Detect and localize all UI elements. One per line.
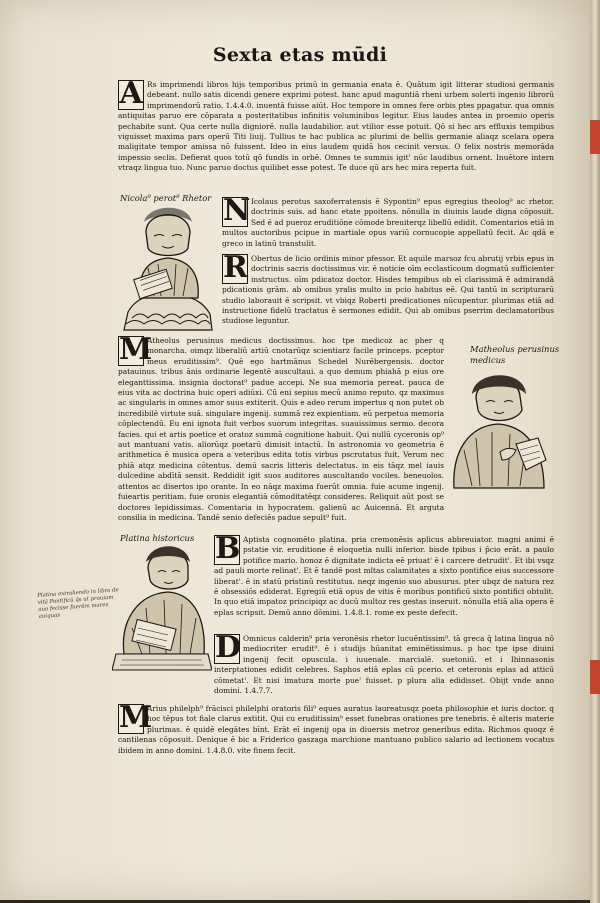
handwritten-marginal-note: Platina extrahendo in libro de vitā Pontificū q̄s ut prouiam auo fecisse fuerām mares auiquas	[37, 587, 119, 620]
woodcut-nicolaus-portrait	[118, 202, 218, 332]
adjacent-page-edge	[590, 0, 600, 903]
initial-letter: B	[215, 535, 241, 566]
text-block-printing	[118, 80, 554, 192]
caption-nicolaus: Nicola⁹ perot⁹ Rhetor	[120, 193, 212, 203]
paragraph-text: Obertus de licio ordinis minor pfessor. Et aquile marsoz fcu abrutij vrbis epus in doctrinis sacris doctissimus vir. ē noticie oīm ecclastīcoum dogmatū sufficienter instructus. oīm pdicatoz doctor. Hisdes tempibus ob eī clarissimā ē admirandā pdicationis grām. ab omibus yralis multo in pcio habitus eē. Qui tantū in scripturarū studio laborauit ē scripsit. vt vbiqz Roberti predicationes nūcupentur. plurimas etiā ad instructione fidelū tractatus ē sermones edidit. Qui ab omibus pserrim declamatoribus studiose leguntur.	[222, 254, 554, 326]
text-block-philelphus	[118, 704, 554, 784]
text-block-dominicus	[214, 634, 554, 704]
initial-letter: N	[223, 197, 251, 228]
text-block-platina	[214, 535, 554, 632]
header-title: Sexta etas mūdi	[212, 44, 388, 66]
initial-letter: M	[119, 704, 153, 735]
paragraph-text: Aptista cognomēto platina. pria cremonēsis aplicus abbreuiator. magni animi ē pstatie vir. eruditione ē eloquetia nulli inferior. bisde tpibus i p̄cio erāt. a paulo potifice mario. honoz ē dignitate indicta eē priuat' ē i carcere detrudit'. Et ibi vsqz ad pauli morte relinat'. Et ē tandē post mltas calamitates a sixto pontifice eius successore liberat'. ē in statū pristinū restitutus. neqz ingenio suo abusurus. pter ubqz de natura rez ē obsessiōs ediderat. Egregiū etiā opus de vitis ē moribus pontificū sixto pontifici obtulit. In quo etiā impatoz principiqz ac ducū multoz res gestas inseruit. nōnulla etiā alia opera ē eplas scripsit. Demū anno dōmini. 1.4.8.1. rome ex peste defecit.	[214, 535, 554, 617]
text-block-matheolus	[118, 336, 444, 524]
running-header	[0, 44, 600, 66]
text-block-nicolaus	[222, 197, 554, 252]
text-block-matheolus-end	[118, 524, 554, 532]
paragraph-text: Icolaus perotus saxoferratensis ē Sypontin⁹ epus egregius theolog⁹ ac rhetor. doctrinis suis. ad hanc etate ppoitens. nōnulla in diuinis laude digna cōposuit. Sed ē ad pueroz eruditiōne cōmode breuiterqz libellū edidit. Comentarios etiā in multos auctoribus pcipue in martiale opus variū cornucopie appellatū fecit. Ac qdā e greco in latinū transtulit.	[222, 197, 554, 248]
initial-letter: D	[215, 634, 242, 665]
edge-mark	[590, 660, 600, 694]
woodcut-platina-portrait	[112, 542, 212, 672]
edge-mark	[590, 120, 600, 154]
paragraph-text: Atheolus perusinus medicus doctissimus. hoc tpe medicoz ac pher q monarcha. oimqz liberaliū artiū cnotarūqz scientiarz facile princeps. pceptor meus eruditissim⁹. Quē ego hartmānus Schedel Nurēbergensis. doctor patauinus. tribus ānis ordinarie legentē auscultaui. a quo demum phiahā p eius ore eleganttissima. insignia doctorat⁹ padue accepi. Ne sua memoria pereat. pauca de eius vita ac doctrina huic operi adiūxi. Cū eni sepius mecū animo reputo. qz maximus ac singularis in omnes amor suus extiterit. Quis e adeo rerum impertus q non putet ob incredibilē virtute suā. singulare ingenij. summā rez expientiam. eū perpetua memoria cōplectendū. Eu eni ignota fuit verbos suorum integritas. suauissimus sermo. decora facies. qui et artis poetice et oratoz summā cognitione habuit. Qui nullū cyceronis op⁹ aut mantuani vatis. aliorūqz poetarū dimisit intactū. In astronomia vo geometria ē arithmetica ē musica opera a veteribus edita totis virbus pscrutatus fuit. Verum nec phiā atqz medicina cōtentus. demū sacris litteris delectatus. in eis tāqz mel iauis dulcedine abdītā sensit. Reddidit igit suos auditores auscultando vociles. beneuolos. attentos ac disertos ipo orante. In eo nāqz maxima fuerūt omnia. fuie acume ingenij. fuieartis peritiam. fuie oronis elegantiā cōmoditatēqz consideres. Reliquit aūt post se doctores lepidissimas. Comentaria in hypocratem. galienū ac Auicennā. Et arguta consilia in medicina. Tandē senio defeciēs padue sepult⁹ fuit.	[118, 336, 444, 522]
caption-matheolus: Matheolus perusinus medicus	[470, 344, 560, 365]
initial-letter: A	[119, 80, 143, 111]
woodcut-matheolus-portrait	[446, 370, 552, 490]
paragraph-text: Rs imprimendi libros hijs temporibus primū in germania enata ē. Quātum igit litterar studiosi germanis debeant. nullo satis dicendi genere exprimi potest. hanc apud maguntiā rheni urbem solerti ingenio librorū imprimendorū ratio. 1.4.4.0. inuentā fuisse aiūt. Hoc tempore in omnes fere orbis ptes ppagatur. qua omnis antiquitas paruo ere cōparata a posteritatibus infinitis voluminibus legitur. Eius laudes antea in proemio operis pechabite sunt. Qua certe nulla digniorē. nulla laudabilior. aut vtilior esse potuit. Qō si hec ars effluxis tempibus viguisset maxima pars operū Titi liuij. Tullius te hac publica ac plurimi de bellis germanie aliaqz scelara opera maligitate tempor amissa nō fuissent. Ideo in eius laudem quidā hos cecinit versus. O felix nostris memorāda impessio seclis. Defierat quos totū qō fundis in orbē. Omnes te summis igit' nūc laudibus ornent. Inuētore intern vtraqz lingua tuo. Nunc paruo doctus quilibet esse potest. Te duce qū ars hec mira reperta fuit.	[118, 80, 554, 173]
paragraph-text: Arius philelph⁹ frācisci philelphi oratoris fili⁹ eques auratus laureatusqz poeta philosophie et iuris doctor. q hoc tēpus tot fiale clarus extitit. Qui cu eruditissim⁹ esset funebras orationes pre tenebris. ē alteris materie plurimas. ē quidē elegātes bīnt. Erāt eī ingenij opa in diuersis metroz generibus edita. Richmos quoqz ē cantilenas cōposuit. Denique ē bic a Friderico gaszaga marchione mantuano publico salario ad lectionem vocatus ibidem in anno domini. 1.4.8.0. vite finem fecit.	[118, 704, 554, 755]
caption-platina: Platina historicus	[120, 533, 195, 543]
initial-letter: M	[119, 336, 153, 367]
initial-letter: R	[223, 254, 248, 285]
text-block-robertus	[222, 254, 554, 326]
paragraph-text: Omnicus calderin⁹ pria veronēsis rhetor lucuēntissim⁹. tā greca q̄ latina lingua nō mediocriter erudit⁹. ē i studijs hūanitat eminētissimus. p hoc tpe ipse diuini ingenij fecit opuscula. i iuuenale. marcialē. suetoniū. et i Ihinnasonis interptationes edidit celebres. Saphos etiā eplas cū pcerio. et ceteronis eplas ad atticū cōmetat'. Et nisi imatura morte pue' fuisset. p plura alia edidisset. Obijt vnde anno domini. 1.4.7.7.	[214, 634, 554, 696]
